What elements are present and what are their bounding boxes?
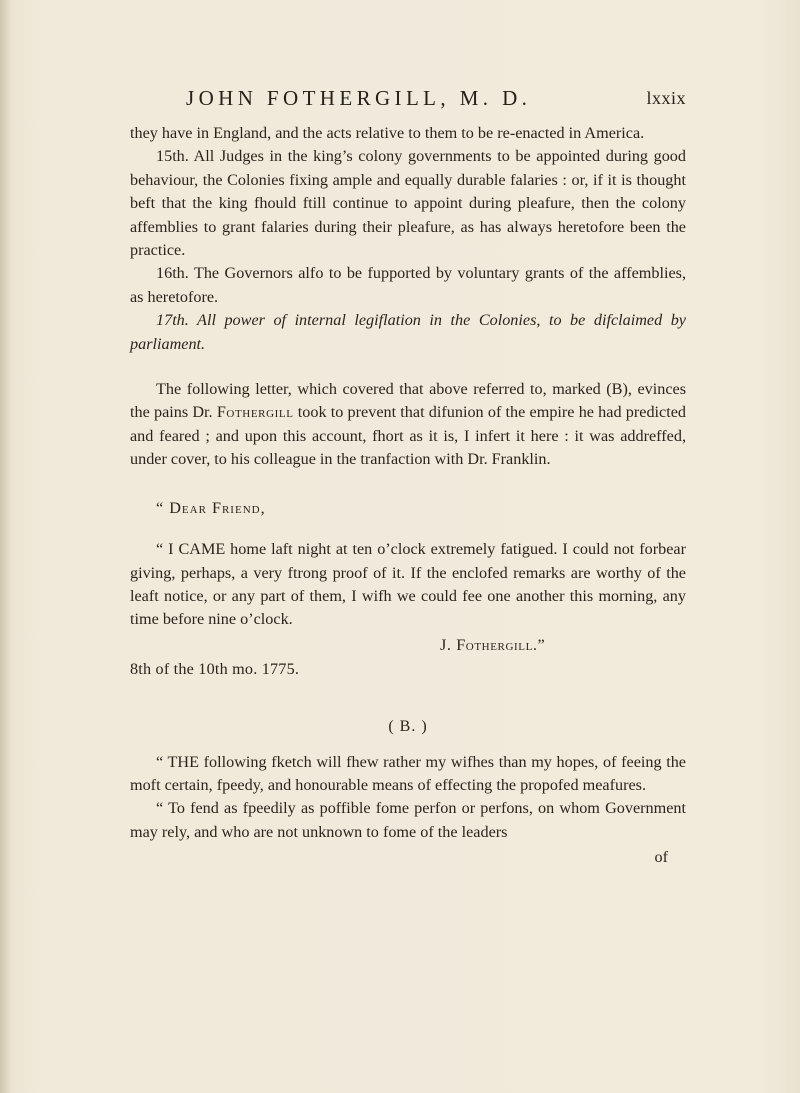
running-head-title: JOHN FOTHERGILL, M. D. bbox=[186, 86, 532, 110]
letter-signature-line bbox=[130, 634, 686, 658]
intro-text-start: The following letter, which covered that above referred to, marked (B), evinces the pains Dr. bbox=[130, 380, 686, 422]
paragraph-item-15: 15th. All Judges in the king’s colony governments to be appointed during good behaviour, the Colonies fixing ample and equally durable falaries : or, if it is thought beft that the king fhould ftill continue to appoint during pleafure, then the colony affemblies to grant falaries during their pleafure, as has always heretofore been the practice. bbox=[130, 147, 686, 260]
intro-name: Fothergill bbox=[216, 403, 294, 422]
paragraph-item-16: 16th. The Governors alfo to be fupported by voluntary grants of the affemblies, as heretofore. bbox=[130, 264, 686, 306]
running-head bbox=[186, 86, 686, 112]
paragraph-item-17-text: 17th. All power of internal legiflation in the Colonies, to be difclaimed by parliament. bbox=[130, 311, 686, 353]
memo-paragraph-1: “ THE following fketch will fhew rather my wifhes than my hopes, of feeing the moft certain, fpeedy, and honourable means of effecting the propofed meafures. bbox=[130, 752, 686, 794]
memo-paragraph-2: “ To fend as fpeedily as poffible fome perfon or perfons, on whom Government may rely, and who are not unknown to fome of the leaders bbox=[130, 799, 686, 841]
letter-date: 8th of the 10th mo. 1775. bbox=[130, 659, 300, 678]
catchword: of bbox=[654, 848, 668, 867]
letter-salutation: “ Dear Friend, bbox=[156, 498, 266, 517]
letter-signature: J. Fothergill.” bbox=[440, 635, 546, 654]
paragraph-item-17 bbox=[130, 309, 686, 356]
page-gutter bbox=[0, 0, 10, 1093]
section-marker: ( B. ) bbox=[388, 718, 428, 736]
intro-text-end: took to prevent that difunion of the empire he had predicted and feared ; and upon this account, fhort as it is, I infert it here : it was addreffed, under cover, to his colleague in the tranfaction with Dr. Franklin. bbox=[130, 403, 686, 469]
paragraph-continuation: they have in England, and the acts relative to them to be re-enacted in America. bbox=[130, 124, 645, 142]
letter-body: “ I CAME home laft night at ten o’clock extremely fatigued. I could not forbear giving, perhaps, a very ftrong proof of it. If the enclofed remarks are worthy of the leaft notice, or any part of them, I wifh we could fee one another this morning, any time before nine o’clock. bbox=[130, 540, 686, 629]
paragraph-letter-intro bbox=[130, 378, 686, 472]
body-text bbox=[130, 122, 686, 870]
page-number: lxxix bbox=[646, 88, 686, 108]
